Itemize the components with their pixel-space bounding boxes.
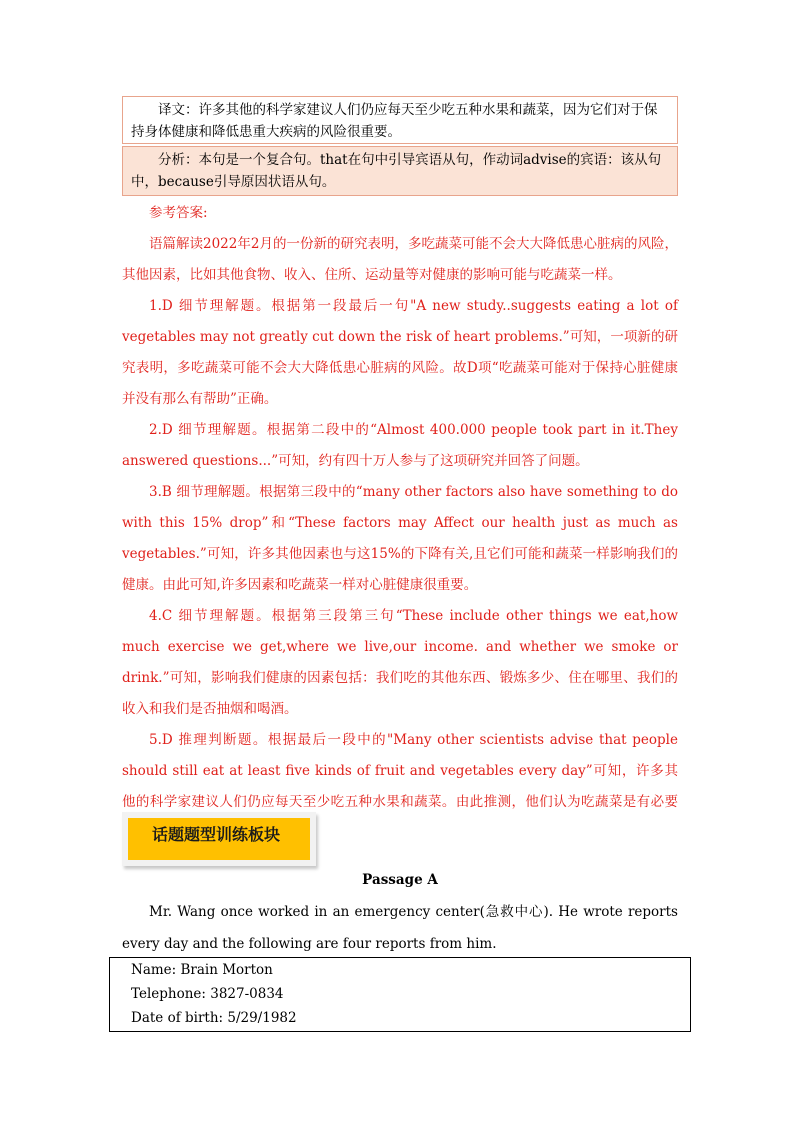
translation-text: 译文：许多其他的科学家建议人们仍应每天至少吃五种水果和蔬菜，因为它们对于保持身体健康和降低患重大疾病的风险很重要。 <box>131 102 658 140</box>
passage-title: Passage A <box>362 872 438 888</box>
report-dob: Date of birth: 5/29/1982 <box>131 1010 297 1026</box>
answer-item-4: 4.C 细节理解题。根据第三段第三句“These include other things we eat,how much exercise we get,where we live,our income. and whether we smoke or drink.”可知，影响我们健康的因素包括：我们吃的其他东西、锻炼多少、住在哪里、我们的收入和我们是否抽烟和喝酒。 <box>122 608 678 717</box>
answer-item-3: 3.B 细节理解题。根据第三段中的“many other factors also have something to do with this 15% drop”和“These factors may Affect our health just as much as vegetables.”可知，许多其他因素也与这15%的下降有关,且它们可能和蔬菜一样影响我们的健康。由此可知,许多因素和吃蔬菜一样对心脏健康很重要。 <box>122 484 678 593</box>
analysis-box <box>122 146 678 196</box>
report-card <box>109 957 691 1032</box>
answer-heading: 参考答案: <box>149 205 208 221</box>
passage-intro: Mr. Wang once worked in an emergency center(急救中心). He wrote reports every day and the following are four reports from him. <box>122 904 678 952</box>
section-banner <box>122 812 316 866</box>
translation-box <box>122 96 678 144</box>
answer-section <box>122 198 678 849</box>
analysis-text: 分析：本句是一个复合句。that在句中引导宾语从句，作动词advise的宾语：该从句中，because引导原因状语从句。 <box>131 152 662 190</box>
passage-summary: 语篇解读2022年2月的一份新的研究表明，多吃蔬菜可能不会大大降低患心脏病的风险，其他因素，比如其他食物、收入、住所、运动量等对健康的影响可能与吃蔬菜一样。 <box>122 236 678 283</box>
banner-label: 话题题型训练板块 <box>152 825 281 844</box>
answer-item-5: 5.D 推理判断题。根据最后一段中的"Many other scientists advise that people should still eat at least five kinds of fruit and vegetables every day”可知，许多其他的科学家建议人们仍应每天至少吃五种水果和蔬菜。由此推测，他们认为吃蔬菜是有必要 <box>122 732 678 810</box>
answer-item-1: 1.D 细节理解题。根据第一段最后一句"A new study..suggests eating a lot of vegetables may not greatly cut down the risk of heart problems.”可知，一项新的研究表明，多吃蔬菜可能不会大大降低患心脏病的风险。故D项“吃蔬菜可能对于保持心脏健康并没有那么有帮助”正确。 <box>122 298 678 407</box>
answer-item-2: 2.D 细节理解题。根据第二段中的“Almost 400.000 people took part in it.They answered questions...”可知，约有四十万人参与了这项研究并回答了问题。 <box>122 422 678 469</box>
report-name: Name: Brain Morton <box>131 962 273 978</box>
report-telephone: Telephone: 3827-0834 <box>131 986 284 1002</box>
